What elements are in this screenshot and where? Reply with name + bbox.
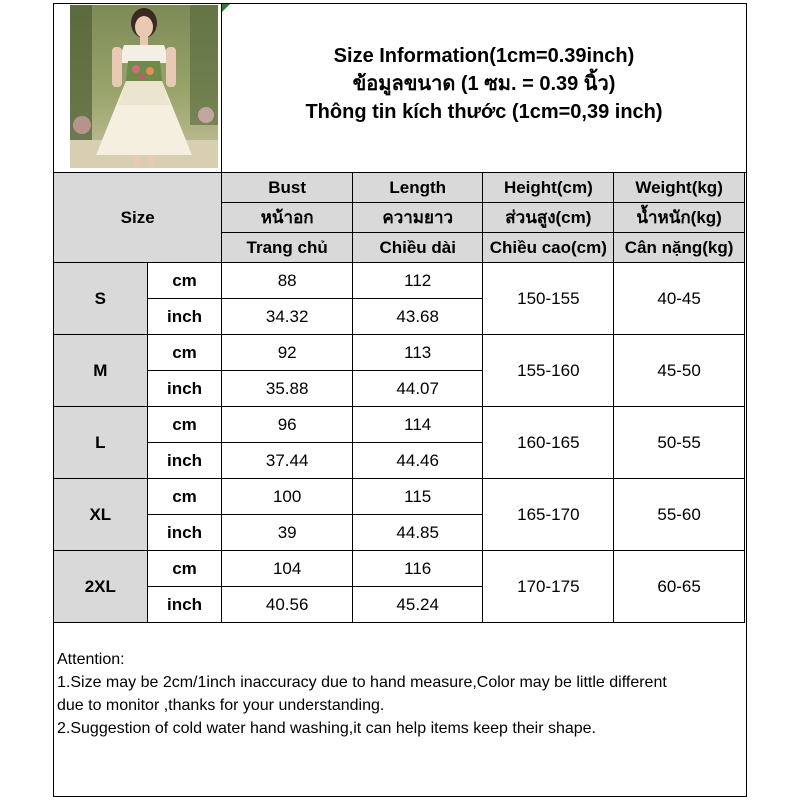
bust-inch: 39 <box>222 515 353 551</box>
header-panel <box>54 4 746 173</box>
header-weight: Weight(kg) <box>614 173 745 203</box>
bust-inch: 40.56 <box>222 587 353 623</box>
table-row <box>54 263 745 299</box>
size-table <box>53 172 745 623</box>
length-cm: 113 <box>352 335 483 371</box>
size-label: M <box>54 335 148 407</box>
length-inch: 44.85 <box>352 515 483 551</box>
size-label: S <box>54 263 148 335</box>
weight-range: 50-55 <box>614 407 745 479</box>
header-height-thai: ส่วนสูง(cm) <box>483 203 614 233</box>
size-label: 2XL <box>54 551 148 623</box>
bust-cm: 100 <box>222 479 353 515</box>
size-chart-sheet <box>53 3 747 797</box>
corner-marker <box>222 4 230 12</box>
header-bust-vi: Trang chủ <box>222 233 353 263</box>
unit-inch: inch <box>147 515 222 551</box>
header-row-english <box>54 173 745 203</box>
height-range: 165-170 <box>483 479 614 551</box>
height-range: 160-165 <box>483 407 614 479</box>
weight-range: 45-50 <box>614 335 745 407</box>
length-inch: 44.07 <box>352 371 483 407</box>
title-english: Size Information(1cm=0.39inch) <box>333 45 635 67</box>
size-column-header: Size <box>54 173 222 263</box>
bust-inch: 35.88 <box>222 371 353 407</box>
title-vietnamese: Thông tin kích thước (1cm=0,39 inch) <box>305 101 663 123</box>
header-length-vi: Chiều dài <box>352 233 483 263</box>
weight-range: 55-60 <box>614 479 745 551</box>
size-label: L <box>54 407 148 479</box>
unit-cm: cm <box>147 551 222 587</box>
length-inch: 43.68 <box>352 299 483 335</box>
bust-inch: 37.44 <box>222 443 353 479</box>
height-range: 150-155 <box>483 263 614 335</box>
length-cm: 116 <box>352 551 483 587</box>
title-block <box>222 42 746 126</box>
height-range: 155-160 <box>483 335 614 407</box>
unit-inch: inch <box>147 299 222 335</box>
header-height-vi: Chiều cao(cm) <box>483 233 614 263</box>
bust-cm: 104 <box>222 551 353 587</box>
length-inch: 45.24 <box>352 587 483 623</box>
bust-cm: 92 <box>222 335 353 371</box>
bust-cm: 88 <box>222 263 353 299</box>
length-cm: 112 <box>352 263 483 299</box>
size-label: XL <box>54 479 148 551</box>
notes-heading: Attention: <box>57 651 125 668</box>
header-length-thai: ความยาว <box>352 203 483 233</box>
attention-notes <box>54 645 746 740</box>
length-cm: 114 <box>352 407 483 443</box>
header-weight-vi: Cân nặng(kg) <box>614 233 745 263</box>
length-cm: 115 <box>352 479 483 515</box>
note-line: 2.Suggestion of cold water hand washing,it can help items keep their shape. <box>57 720 596 737</box>
table-row <box>54 551 745 587</box>
height-range: 170-175 <box>483 551 614 623</box>
header-bust: Bust <box>222 173 353 203</box>
note-line: 1.Size may be 2cm/1inch inaccuracy due to hand measure,Color may be little different <box>57 674 667 691</box>
unit-cm: cm <box>147 407 222 443</box>
unit-cm: cm <box>147 263 222 299</box>
unit-inch: inch <box>147 587 222 623</box>
table-row <box>54 479 745 515</box>
weight-range: 60-65 <box>614 551 745 623</box>
header-bust-thai: หน้าอก <box>222 203 353 233</box>
table-row <box>54 407 745 443</box>
unit-inch: inch <box>147 443 222 479</box>
header-weight-thai: น้ำหนัก(kg) <box>614 203 745 233</box>
bust-inch: 34.32 <box>222 299 353 335</box>
length-inch: 44.46 <box>352 443 483 479</box>
dress-photo-illustration <box>70 5 218 168</box>
header-height: Height(cm) <box>483 173 614 203</box>
product-photo <box>70 5 218 168</box>
table-row <box>54 335 745 371</box>
header-length: Length <box>352 173 483 203</box>
unit-inch: inch <box>147 371 222 407</box>
title-thai: ข้อมูลขนาด (1 ซม. = 0.39 นิ้ว) <box>352 73 616 95</box>
weight-range: 40-45 <box>614 263 745 335</box>
note-line: due to monitor ,thanks for your understanding. <box>57 697 385 714</box>
unit-cm: cm <box>147 479 222 515</box>
unit-cm: cm <box>147 335 222 371</box>
bust-cm: 96 <box>222 407 353 443</box>
